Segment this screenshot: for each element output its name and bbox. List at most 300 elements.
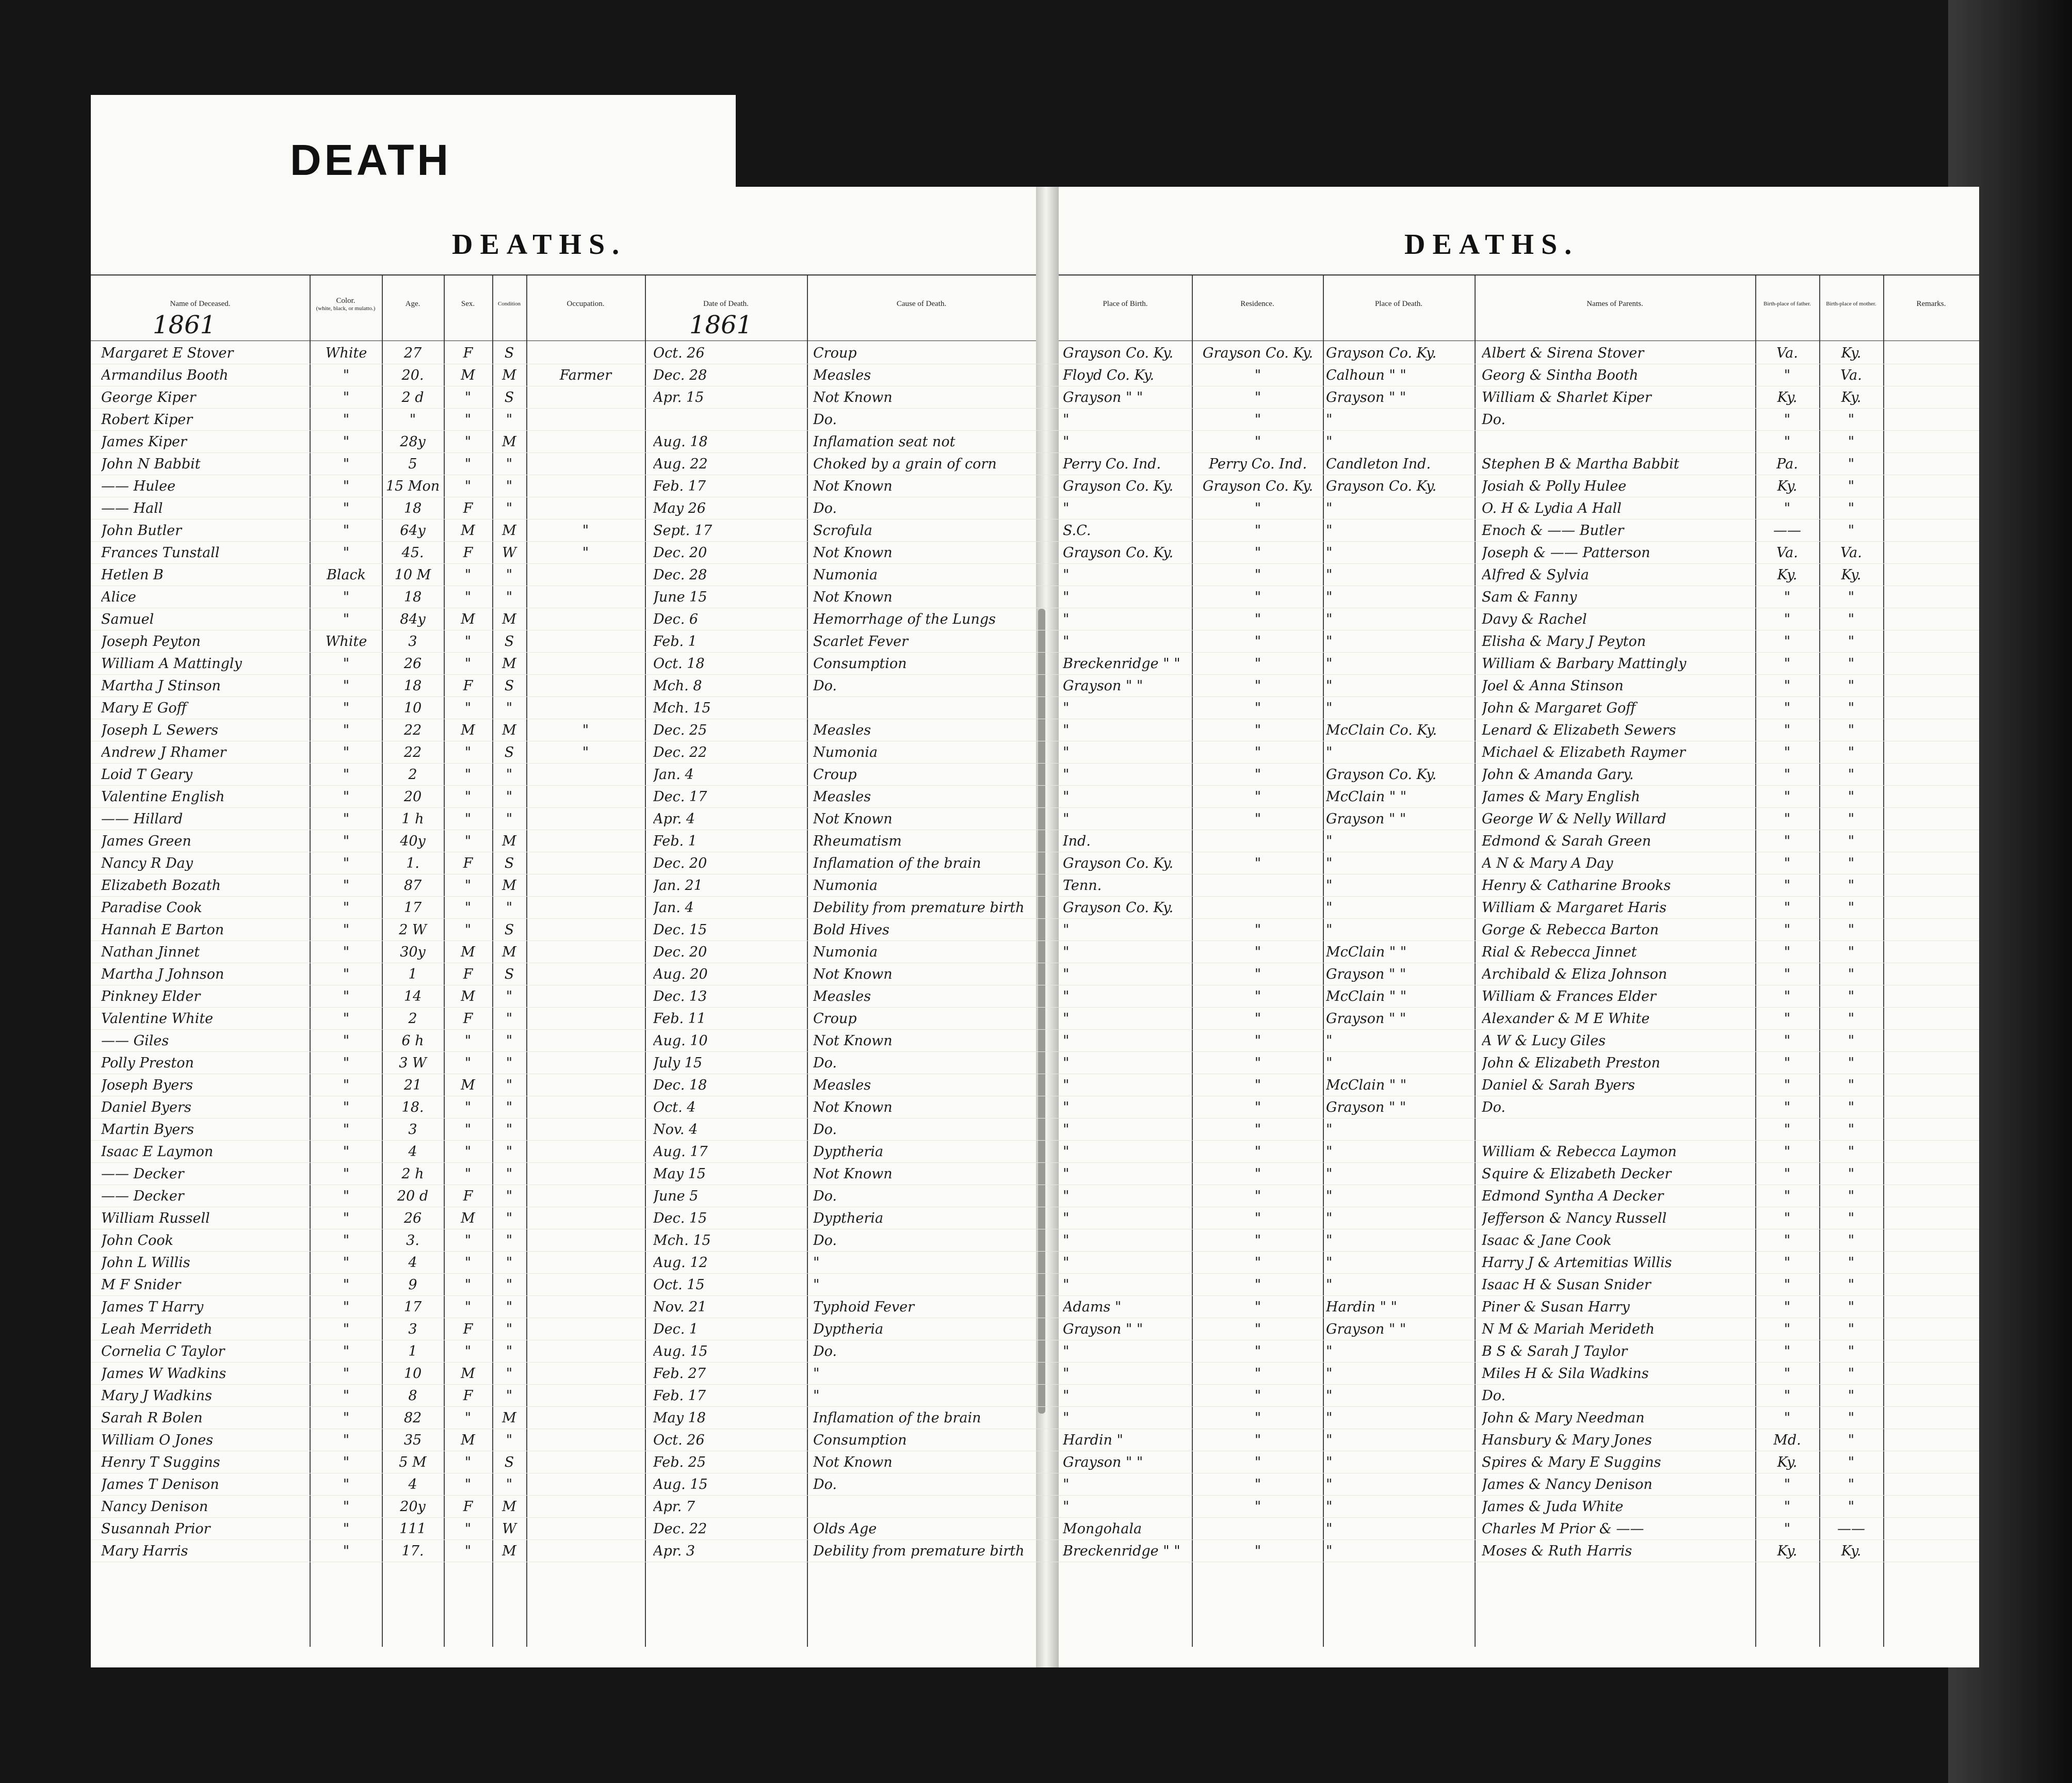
cell-date: Apr. 3 bbox=[653, 1543, 695, 1559]
cell-parents: Albert & Sirena Stover bbox=[1482, 345, 1644, 361]
cell-date: Jan. 4 bbox=[653, 767, 694, 783]
cell-birth: " bbox=[1063, 722, 1070, 738]
cell-date: Dec. 17 bbox=[653, 789, 707, 805]
cell-occ: " bbox=[582, 545, 589, 561]
cell-mb: " bbox=[1848, 1033, 1855, 1049]
cell-occ bbox=[528, 1052, 643, 1074]
cell-sex: " bbox=[464, 1343, 472, 1359]
cell-res bbox=[1195, 1518, 1321, 1540]
cell-sex: " bbox=[464, 1255, 472, 1271]
cell-fb: " bbox=[1784, 833, 1791, 849]
cell-parents: William & Margaret Haris bbox=[1482, 900, 1667, 916]
cell-mb: " bbox=[1848, 855, 1855, 871]
cell-cond: " bbox=[506, 1188, 513, 1204]
cell-mb: Ky. bbox=[1841, 390, 1861, 406]
table-row bbox=[91, 1341, 1979, 1363]
cell-age: 18. bbox=[401, 1099, 424, 1115]
cell-mb: " bbox=[1848, 1388, 1855, 1404]
table-row bbox=[91, 431, 1979, 453]
cell-fb: Pa. bbox=[1776, 456, 1798, 472]
cell-name: Henry T Suggins bbox=[101, 1454, 220, 1470]
cell-mb: " bbox=[1848, 1055, 1855, 1071]
cell-fb: Ky. bbox=[1777, 567, 1798, 583]
cell-birth: Floyd Co. Ky. bbox=[1063, 367, 1155, 383]
cell-parents: Alexander & M E White bbox=[1482, 1011, 1650, 1027]
cell-parents: Miles H & Sila Wadkins bbox=[1482, 1366, 1649, 1382]
cell-occ bbox=[528, 764, 643, 786]
cell-birth: " bbox=[1063, 744, 1070, 760]
cell-occ bbox=[528, 808, 643, 830]
cell-birth: Grayson " " bbox=[1063, 678, 1143, 694]
cell-date: Feb. 11 bbox=[653, 1011, 706, 1027]
cell-death: Grayson Co. Ky. bbox=[1326, 345, 1437, 361]
cell-fb: " bbox=[1784, 434, 1791, 450]
cell-cond: S bbox=[504, 855, 514, 871]
cell-name: Martin Byers bbox=[101, 1122, 194, 1138]
cell-color: " bbox=[343, 1432, 350, 1448]
cell-sex: M bbox=[461, 523, 475, 539]
cell-parents: Do. bbox=[1482, 1388, 1506, 1404]
cell-date: Aug. 10 bbox=[653, 1033, 708, 1049]
table-row bbox=[91, 1518, 1979, 1540]
cell-color: " bbox=[343, 700, 350, 716]
cell-death: " bbox=[1326, 1366, 1333, 1382]
table-row bbox=[91, 343, 1979, 364]
cell-date: Feb. 1 bbox=[653, 833, 697, 849]
cell-color: " bbox=[343, 1454, 350, 1470]
cell-age: 17 bbox=[403, 900, 422, 916]
cell-death: " bbox=[1326, 833, 1333, 849]
cell-res: " bbox=[1254, 1454, 1261, 1470]
cell-death: McClain " " bbox=[1326, 789, 1407, 805]
cell-res: " bbox=[1254, 1144, 1261, 1160]
cell-birth: Grayson Co. Ky. bbox=[1063, 855, 1174, 871]
cell-birth: Breckenridge " " bbox=[1063, 656, 1180, 672]
cell-date: Feb. 1 bbox=[653, 634, 697, 650]
cell-fb: " bbox=[1784, 1299, 1791, 1315]
cell-occ bbox=[528, 853, 643, 874]
cell-occ bbox=[528, 786, 643, 808]
cell-fb: " bbox=[1784, 500, 1791, 516]
cell-sex: F bbox=[463, 500, 473, 516]
cell-occ bbox=[528, 587, 643, 608]
cell-cause: Measles bbox=[813, 1077, 871, 1093]
cell-date: Oct. 4 bbox=[653, 1099, 696, 1115]
cell-birth: " bbox=[1063, 589, 1070, 605]
cell-sex: F bbox=[463, 1321, 473, 1337]
cell-birth: " bbox=[1063, 1033, 1070, 1049]
cell-cond: " bbox=[506, 478, 513, 494]
cell-age: 28y bbox=[400, 434, 426, 450]
table-row bbox=[91, 875, 1979, 897]
cell-cause: Choked by a grain of corn bbox=[813, 456, 997, 472]
cell-sex: " bbox=[464, 1299, 472, 1315]
cell-cause: Do. bbox=[813, 412, 837, 428]
cell-date: Dec. 15 bbox=[653, 922, 707, 938]
cell-cause: Not Known bbox=[813, 589, 893, 605]
cell-res: " bbox=[1254, 1543, 1261, 1559]
cell-sex: " bbox=[464, 390, 472, 406]
cell-cond: " bbox=[506, 700, 513, 716]
cell-death: McClain " " bbox=[1326, 988, 1407, 1004]
cell-birth: " bbox=[1063, 500, 1070, 516]
cell-cond: M bbox=[502, 1499, 516, 1515]
cell-cause: Croup bbox=[813, 1011, 857, 1027]
cell-mb: " bbox=[1848, 922, 1855, 938]
cell-parents: John & Margaret Goff bbox=[1482, 700, 1636, 716]
header-rule-left bbox=[91, 274, 1036, 275]
cell-res: " bbox=[1254, 656, 1261, 672]
cell-sex: F bbox=[463, 1011, 473, 1027]
cell-name: John Cook bbox=[101, 1233, 173, 1249]
col-head-condition: Condition bbox=[497, 301, 521, 307]
cell-death: McClain Co. Ky. bbox=[1326, 722, 1437, 738]
cell-age: 20 d bbox=[397, 1188, 429, 1204]
cell-res: " bbox=[1254, 811, 1261, 827]
cell-death: Grayson " " bbox=[1326, 1011, 1406, 1027]
cell-parents: James & Juda White bbox=[1482, 1499, 1624, 1515]
cell-death: " bbox=[1326, 1543, 1333, 1559]
col-head-father-birthplace: Birth-place of father. bbox=[1763, 301, 1811, 307]
cell-death: " bbox=[1326, 1432, 1333, 1448]
cell-age: 40y bbox=[400, 833, 426, 849]
cell-fb: " bbox=[1784, 1099, 1791, 1115]
cell-cause: Not Known bbox=[813, 1033, 893, 1049]
cell-cause: Measles bbox=[813, 789, 871, 805]
cell-color: Black bbox=[326, 567, 366, 583]
table-row bbox=[91, 897, 1979, 919]
cell-color: " bbox=[343, 1477, 350, 1493]
cell-occ bbox=[528, 1274, 643, 1296]
cell-mb: " bbox=[1848, 1210, 1855, 1226]
cell-death: " bbox=[1326, 1255, 1333, 1271]
cell-color: " bbox=[343, 722, 350, 738]
cell-cond: M bbox=[502, 656, 516, 672]
cell-fb: " bbox=[1784, 700, 1791, 716]
cell-age: 3 bbox=[408, 1321, 417, 1337]
cell-date: Aug. 22 bbox=[653, 456, 708, 472]
cell-sex: " bbox=[464, 589, 472, 605]
cell-cond: " bbox=[506, 900, 513, 916]
cell-age: 3 bbox=[408, 634, 417, 650]
cell-parents: William & Frances Elder bbox=[1482, 988, 1656, 1004]
cell-parents: William & Sharlet Kiper bbox=[1482, 390, 1652, 406]
cell-res: " bbox=[1254, 1122, 1261, 1138]
table-row bbox=[91, 1541, 1979, 1562]
cell-death: Grayson Co. Ky. bbox=[1326, 478, 1437, 494]
cell-birth: " bbox=[1063, 434, 1070, 450]
cell-name: Martha J Johnson bbox=[101, 966, 224, 982]
tab-title: DEATH bbox=[290, 136, 452, 184]
cell-cause: Do. bbox=[813, 1477, 837, 1493]
cell-age: 30y bbox=[400, 944, 426, 960]
cell-birth: " bbox=[1063, 1233, 1070, 1249]
cell-color: " bbox=[343, 833, 350, 849]
cell-cond: " bbox=[506, 1210, 513, 1226]
cell-name: Mary Harris bbox=[101, 1543, 188, 1559]
cell-res: " bbox=[1254, 1277, 1261, 1293]
cell-cause: Do. bbox=[813, 1122, 837, 1138]
cell-parents: Isaac H & Susan Snider bbox=[1482, 1277, 1651, 1293]
cell-name: George Kiper bbox=[101, 390, 196, 406]
cell-cause: Typhoid Fever bbox=[813, 1299, 915, 1315]
cell-birth: " bbox=[1063, 988, 1070, 1004]
cell-color: White bbox=[325, 634, 367, 650]
cell-parents: Harry J & Artemitias Willis bbox=[1482, 1255, 1672, 1271]
table-row bbox=[91, 365, 1979, 386]
cell-occ bbox=[528, 1186, 643, 1207]
cell-name: Hetlen B bbox=[101, 567, 164, 583]
cell-cond: S bbox=[504, 345, 514, 361]
cell-birth: " bbox=[1063, 567, 1070, 583]
table-row bbox=[91, 1008, 1979, 1030]
cell-cause: Consumption bbox=[813, 1432, 907, 1448]
cell-mb: " bbox=[1848, 1366, 1855, 1382]
cell-fb: " bbox=[1784, 1144, 1791, 1160]
cell-res: " bbox=[1254, 767, 1261, 783]
cell-fb: " bbox=[1784, 589, 1791, 605]
cell-date: Aug. 15 bbox=[653, 1343, 708, 1359]
cell-mb: " bbox=[1848, 456, 1855, 472]
cell-cause: Dyptheria bbox=[813, 1210, 884, 1226]
cell-sex: " bbox=[464, 811, 472, 827]
cell-name: Hannah E Barton bbox=[101, 922, 224, 938]
cell-color: " bbox=[343, 500, 350, 516]
cell-cond: " bbox=[506, 1077, 513, 1093]
cell-cond: " bbox=[506, 1122, 513, 1138]
cell-fb: " bbox=[1784, 1366, 1791, 1382]
cell-name: Samuel bbox=[101, 611, 154, 627]
cell-mb: Ky. bbox=[1841, 567, 1861, 583]
cell-occ bbox=[528, 831, 643, 852]
cell-death: " bbox=[1326, 678, 1333, 694]
cell-cond: " bbox=[506, 1321, 513, 1337]
cell-cond: M bbox=[502, 523, 516, 539]
cell-occ bbox=[528, 1163, 643, 1185]
cell-occ bbox=[528, 431, 643, 453]
cell-color: " bbox=[343, 767, 350, 783]
cell-parents: William & Barbary Mattingly bbox=[1482, 656, 1687, 672]
cell-mb: " bbox=[1848, 611, 1855, 627]
cell-sex: " bbox=[464, 1233, 472, 1249]
cell-birth: " bbox=[1063, 1166, 1070, 1182]
cell-occ bbox=[528, 1385, 643, 1407]
cell-sex: F bbox=[463, 1188, 473, 1204]
cell-death: Candleton Ind. bbox=[1326, 456, 1431, 472]
cell-date: Feb. 27 bbox=[653, 1366, 706, 1382]
cell-sex: " bbox=[464, 1055, 472, 1071]
cell-res: " bbox=[1254, 1188, 1261, 1204]
cell-color: " bbox=[343, 1543, 350, 1559]
cell-color: " bbox=[343, 1321, 350, 1337]
cell-birth: " bbox=[1063, 1210, 1070, 1226]
cell-parents: John & Elizabeth Preston bbox=[1482, 1055, 1660, 1071]
cell-fb: " bbox=[1784, 367, 1791, 383]
cell-date: Nov. 21 bbox=[653, 1299, 707, 1315]
cell-res: " bbox=[1254, 1388, 1261, 1404]
cell-age: 4 bbox=[408, 1477, 417, 1493]
table-row bbox=[91, 986, 1979, 1008]
cell-death: " bbox=[1326, 1499, 1333, 1515]
year-left: 1861 bbox=[153, 311, 216, 339]
cell-res: " bbox=[1254, 611, 1261, 627]
cell-mb: " bbox=[1848, 1454, 1855, 1470]
cell-parents: Do. bbox=[1482, 1099, 1506, 1115]
table-row bbox=[91, 1319, 1979, 1340]
cell-age: 2 bbox=[408, 767, 417, 783]
cell-date: Aug. 17 bbox=[653, 1144, 708, 1160]
cell-name: M F Snider bbox=[101, 1277, 181, 1293]
table-row bbox=[91, 1208, 1979, 1229]
cell-birth: " bbox=[1063, 634, 1070, 650]
cell-date: Oct. 26 bbox=[653, 345, 705, 361]
cell-age: 20 bbox=[403, 789, 422, 805]
cell-death: Hardin " " bbox=[1326, 1299, 1397, 1315]
cell-age: 64y bbox=[400, 523, 426, 539]
table-row bbox=[91, 1274, 1979, 1296]
cell-cond: " bbox=[506, 1343, 513, 1359]
cell-cond: " bbox=[506, 1255, 513, 1271]
cell-cause: " bbox=[813, 1388, 820, 1404]
cell-birth: " bbox=[1063, 1499, 1070, 1515]
table-row bbox=[91, 409, 1979, 431]
cell-name: Loid T Geary bbox=[101, 767, 193, 783]
cell-color: " bbox=[343, 367, 350, 383]
cell-fb: Ky. bbox=[1777, 1543, 1798, 1559]
left-page-header: DEATHS. bbox=[452, 229, 627, 261]
cell-res: Perry Co. Ind. bbox=[1208, 456, 1307, 472]
cell-sex: " bbox=[464, 767, 472, 783]
cell-mb: " bbox=[1848, 988, 1855, 1004]
cell-fb: " bbox=[1784, 1233, 1791, 1249]
cell-death: " bbox=[1326, 634, 1333, 650]
cell-color: " bbox=[343, 545, 350, 561]
table-row bbox=[91, 1385, 1979, 1407]
cell-fb: " bbox=[1784, 900, 1791, 916]
cell-cause: Measles bbox=[813, 988, 871, 1004]
cell-res: " bbox=[1254, 1099, 1261, 1115]
cell-date: Dec. 18 bbox=[653, 1077, 707, 1093]
cell-age: 22 bbox=[403, 744, 422, 760]
cell-death: Calhoun " " bbox=[1326, 367, 1406, 383]
cell-occ bbox=[528, 1097, 643, 1119]
year-date-column: 1861 bbox=[689, 311, 753, 339]
cell-name: Elizabeth Bozath bbox=[101, 878, 221, 894]
cell-mb: Ky. bbox=[1841, 1543, 1861, 1559]
cell-parents: Lenard & Elizabeth Sewers bbox=[1482, 722, 1676, 738]
cell-mb: " bbox=[1848, 500, 1855, 516]
cell-res: " bbox=[1254, 744, 1261, 760]
cell-occ bbox=[528, 409, 643, 431]
cell-color: " bbox=[343, 1499, 350, 1515]
cell-parents: Charles M Prior & —— bbox=[1482, 1521, 1644, 1537]
cell-sex: " bbox=[464, 900, 472, 916]
cell-res: " bbox=[1254, 1477, 1261, 1493]
cell-res: " bbox=[1254, 1343, 1261, 1359]
cell-age: 20. bbox=[401, 367, 424, 383]
cell-name: Nancy Denison bbox=[101, 1499, 208, 1515]
death-register-ledger bbox=[91, 187, 1979, 1667]
cell-date: Feb. 17 bbox=[653, 478, 706, 494]
cell-age: 4 bbox=[408, 1255, 417, 1271]
cell-res: " bbox=[1254, 412, 1261, 428]
cell-sex: " bbox=[464, 1122, 472, 1138]
cell-res: " bbox=[1254, 855, 1261, 871]
cell-parents: Joseph & —— Patterson bbox=[1482, 545, 1650, 561]
cell-age: 14 bbox=[403, 988, 422, 1004]
cell-date: Dec. 20 bbox=[653, 545, 707, 561]
cell-cond: M bbox=[502, 367, 516, 383]
cell-death: " bbox=[1326, 412, 1333, 428]
table-row bbox=[91, 453, 1979, 475]
cell-occ bbox=[528, 1141, 643, 1163]
cell-mb: " bbox=[1848, 1499, 1855, 1515]
cell-parents: Elisha & Mary J Peyton bbox=[1482, 634, 1646, 650]
cell-color: " bbox=[343, 1188, 350, 1204]
cell-date: Mch. 15 bbox=[653, 1233, 711, 1249]
table-row bbox=[91, 764, 1979, 786]
cell-color: " bbox=[343, 789, 350, 805]
cell-fb: " bbox=[1784, 1277, 1791, 1293]
cell-color: " bbox=[343, 811, 350, 827]
cell-age: 10 bbox=[403, 1366, 422, 1382]
cell-mb: —— bbox=[1837, 1521, 1865, 1537]
cell-color: " bbox=[343, 1166, 350, 1182]
cell-parents: James & Mary English bbox=[1482, 789, 1640, 805]
cell-cond: " bbox=[506, 811, 513, 827]
cell-res: " bbox=[1254, 434, 1261, 450]
cell-res: " bbox=[1254, 1299, 1261, 1315]
col-head-birthplace: Place of Birth. bbox=[1103, 299, 1148, 308]
cell-date: Apr. 7 bbox=[653, 1499, 695, 1515]
cell-parents: A N & Mary A Day bbox=[1482, 855, 1613, 871]
cell-color: " bbox=[343, 678, 350, 694]
cell-date: Aug. 15 bbox=[653, 1477, 708, 1493]
cell-date: Dec. 25 bbox=[653, 722, 707, 738]
cell-death: " bbox=[1326, 434, 1333, 450]
cell-birth: Breckenridge " " bbox=[1063, 1543, 1180, 1559]
cell-res: " bbox=[1254, 1366, 1261, 1382]
cell-mb: " bbox=[1848, 878, 1855, 894]
cell-age: 10 M bbox=[394, 567, 431, 583]
table-row bbox=[91, 1407, 1979, 1429]
cell-death: " bbox=[1326, 589, 1333, 605]
cell-name: Nancy R Day bbox=[101, 855, 193, 871]
cell-cond: " bbox=[506, 1166, 513, 1182]
cell-res: " bbox=[1254, 589, 1261, 605]
cell-fb: " bbox=[1784, 1210, 1791, 1226]
cell-res: " bbox=[1254, 789, 1261, 805]
cell-name: Robert Kiper bbox=[101, 412, 193, 428]
cell-sex: F bbox=[463, 345, 473, 361]
cell-occ bbox=[528, 609, 643, 630]
cell-mb: " bbox=[1848, 1122, 1855, 1138]
cell-cause: Dyptheria bbox=[813, 1321, 884, 1337]
cell-occ bbox=[528, 964, 643, 985]
cell-color: " bbox=[343, 456, 350, 472]
cell-color: " bbox=[343, 611, 350, 627]
cell-occ bbox=[528, 698, 643, 719]
cell-sex: " bbox=[464, 789, 472, 805]
cell-cause: Numonia bbox=[813, 744, 878, 760]
cell-cond: " bbox=[506, 767, 513, 783]
cell-sex: " bbox=[464, 700, 472, 716]
cell-parents: Edmond Syntha A Decker bbox=[1482, 1188, 1664, 1204]
table-row bbox=[91, 631, 1979, 653]
cell-cause: Not Known bbox=[813, 545, 893, 561]
cell-mb: " bbox=[1848, 412, 1855, 428]
cell-name: Joseph Peyton bbox=[101, 634, 201, 650]
